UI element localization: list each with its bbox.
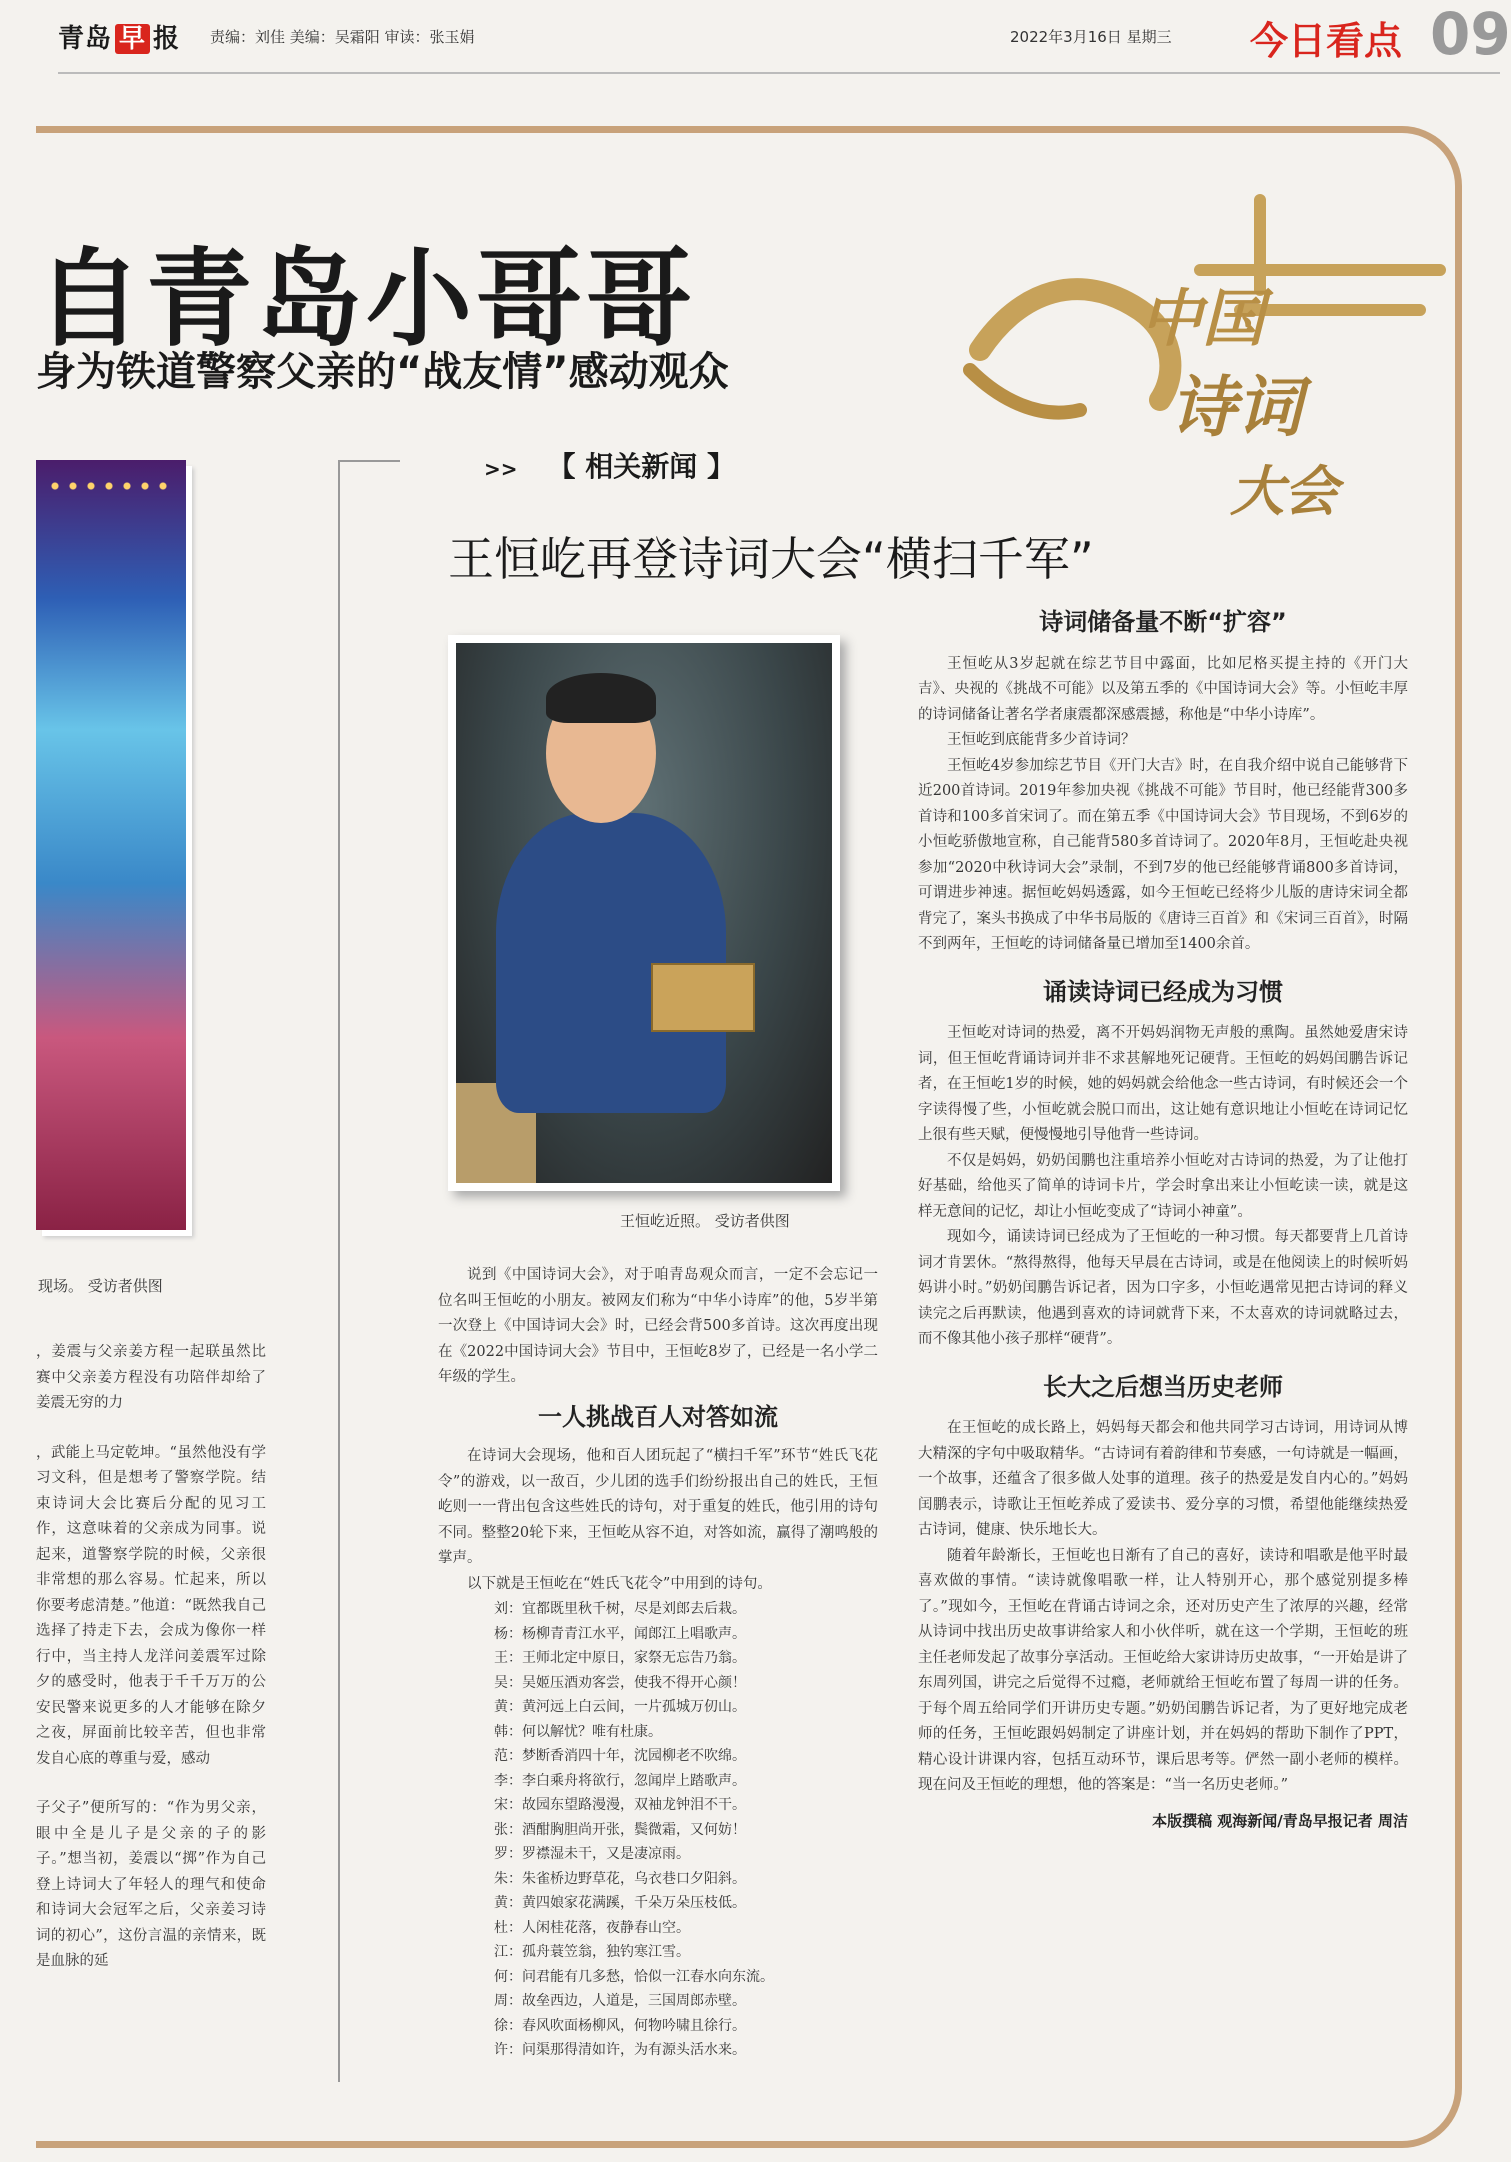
poem-line: 徐：春风吹面杨柳风，何物吟啸且徐行。 <box>494 2017 746 2034</box>
publication-date: 2022年3月16日 星期三 <box>1010 28 1172 46</box>
article-paragraph: 王恒屹4岁参加综艺节目《开门大吉》时，在自我介绍中说自己能够背下近200首诗词。2019年参加央视《挑战不可能》节目时，他已经能背300多首诗和100多首宋词了。而在第五季《中国诗词大会》节目现场，不到6岁的小恒屹骄傲地宣称，自己能背580多首诗词了。2020年8月，王恒屹赴央视参加“2020中秋诗词大会”录制，不到7岁的他已经能够背诵800多首诗词，可谓进步神速。据恒屹妈妈透露，如今王恒屹已经将少儿版的唐诗宋词全都背完了，案头书换成了中华书局版的《唐诗三百首》和《宋词三百首》，时隔不到两年，王恒屹的诗词储备量已增加至1400余首。 <box>918 757 1408 952</box>
logo-text-line3: 大会 <box>1230 459 1338 523</box>
hair <box>546 673 656 723</box>
stage-photo <box>36 460 186 1230</box>
poem-line: 张：酒酣胸胆尚开张，鬓微霜，又何妨！ <box>494 1821 746 1838</box>
article-paragraph: 现如今，诵读诗词已经成为了王恒屹的一种习惯。每天都要背上几首诗词才肯罢休。“熬得熬得，他每天早晨在古诗词，或是在他阅读上的时候听妈妈讲小时。”奶奶闰鹏告诉记者，因为口字多，小恒屹遇常见把古诗词的释义读完之后再默读，他遇到喜欢的诗词就背下来，不太喜欢的诗词就略过去，而不像其他小孩子那样“硬背”。 <box>918 1229 1408 1347</box>
portrait-caption: 王恒屹近照。 受访者供图 <box>620 1212 790 1230</box>
related-news-bracket <box>338 460 400 2082</box>
intro-paragraph: 说到《中国诗词大会》，对于咱青岛观众而言，一定不会忘记一位名叫王恒屹的小朋友。被网友们称为“中华小诗库”的他，5岁半第一次登上《中国诗词大会》时，已经会背500多首诗。这次再度出现在《2022中国诗词大会》节目中，王恒屹8岁了，已经是一名小学二年级的学生。 <box>438 1267 878 1385</box>
paper-logo: 青岛 早 报 <box>58 24 181 54</box>
left-paragraph: 子父子”便所写的：“作为男父亲，眼中全是儿子是父亲的子的影子。”想当初，姜震以“掷”作为自己登上诗词大了年轻人的理气和使命和诗词大会冠军之后，父亲姜习诗词的初心”，这份言温的亲情来，既是血脉的延 <box>36 1800 266 1969</box>
headline: 自青岛小哥哥 <box>36 238 696 361</box>
article-paragraph: 王恒屹到底能背多少首诗词？ <box>947 732 1136 748</box>
stage-lights <box>46 480 176 492</box>
related-arrow-icon: >> <box>484 457 518 481</box>
poem-line: 杜：人闲桂花落，夜静春山空。 <box>494 1919 690 1936</box>
poem-line: 王：王师北定中原日，家祭无忘告乃翁。 <box>494 1650 746 1666</box>
article-paragraph: 在王恒屹的成长路上，妈妈每天都会和他共同学习古诗词，用诗词从博大精深的字句中吸取精华。“古诗词有着韵律和节奏感，一句诗就是一幅画，一个故事，还蕴含了很多做人处事的道理。孩子的热爱是发自内心的。”妈妈闰鹏表示，诗歌让王恒屹养成了爱读书、爱分享的习惯，希望他能继续热爱古诗词，健康、快乐地长大。 <box>918 1420 1408 1538</box>
article-paragraph: 随着年龄渐长，王恒屹也日渐有了自己的喜好，读诗和唱歌是他平时最喜欢做的事情。“读诗就像唱歌一样，让人特别开心，那个感觉别提多棒了。”现如今，王恒屹在背诵古诗词之余，还对历史产生了浓厚的兴趣，经常从诗词中找出历史故事讲给家人和小伙伴听，就在这一个学期，王恒屹的班主任老师发起了故事分享活动。王恒屹给大家讲诗历史故事，“一开始是讲了东周列国，讲完之后觉得不过瘾，老师就给王恒屹布置了每周一讲的任务。于每个周五给同学们开讲历史专题。”奶奶闰鹏告诉记者，为了更好地完成老师的任务，王恒屹跟妈妈制定了讲座计划，并在妈妈的帮助下制作了PPT，精心设计讲课内容，包括互动环节，课后思考等。俨然一副小老师的模样。现在问及王恒屹的理想，他的答案是：“当一名历史老师。” <box>918 1547 1408 1793</box>
left-paragraph: ，姜震与父亲姜方程一起联虽然比赛中父亲姜方程没有功陪伴却给了姜震无穷的力 <box>36 1344 266 1411</box>
masthead-divider <box>58 72 1500 74</box>
section-title: 今日看点 <box>1250 19 1403 63</box>
poem-line: 何：问君能有几多愁，恰似一江春水向东流。 <box>494 1968 774 1985</box>
section-subtitle: 诵读诗词已经成为习惯 <box>1043 977 1283 1006</box>
poem-line: 刘：宜都既里秋千树，尽是刘郎去后栽。 <box>494 1601 746 1617</box>
subheadline: 身为铁道警察父亲的“战友情”感动观众 <box>36 349 729 395</box>
article-paragraph: 以下就是王恒屹在“姓氏飞花令”中用到的诗句。 <box>467 1575 772 1592</box>
left-article-column <box>36 1340 266 2070</box>
poem-line: 宋：故园东望路漫漫，双袖龙钟泪不干。 <box>494 1797 746 1813</box>
poem-line: 许：问渠那得清如许，为有源头活水来。 <box>494 2042 746 2058</box>
poem-line: 韩：何以解忧？唯有杜康。 <box>494 1723 662 1740</box>
poem-line: 杨：杨柳青青江水平，闻郎江上唱歌声。 <box>494 1625 746 1642</box>
poem-line: 黄：黄河远上白云间，一片孤城万仞山。 <box>494 1699 746 1715</box>
article-paragraph: 不仅是妈妈，奶奶闰鹏也注重培养小恒屹对古诗词的热爱，为了让他打好基础，给他买了简单的诗词卡片，学会时拿出来让小恒屹读一读，就是这样无意间的记忆，却让小恒屹变成了“诗词小神童”。 <box>918 1152 1408 1220</box>
story-title: 王恒屹再登诗词大会“横扫千军” <box>448 532 1094 586</box>
left-paragraph: ，武能上马定乾坤。“虽然他没有学习文科，但是想考了警察学院。结束诗词大会比赛后分配的见习工作，这意味着的父亲成为同事。说起来，道警察学院的时候，父亲很非常想的那么容易。忙起来，所以你要考虑清楚。”他道：“既然我自己选择了持走下去，会成为像你一样行中，当主持人龙洋问姜震军过除夕的感受时，他表于千千万万的公安民警来说更多的人才能够在除夕之夜，屏面前比较辛苦，但也非常发自心底的尊重与爱，感动 <box>36 1444 266 1767</box>
logo-text-line2: 诗词 <box>1170 368 1302 446</box>
poem-line: 江：孤舟蓑笠翁，独钓寒江雪。 <box>494 1944 690 1960</box>
book <box>651 963 755 1032</box>
poem-line: 罗：罗襟湿未干，又是凄凉雨。 <box>494 1846 690 1862</box>
logo-text-line1: 中国 <box>1140 282 1265 355</box>
article-paragraph: 王恒屹对诗词的热爱，离不开妈妈润物无声般的熏陶。虽然她爱唐宋诗词，但王恒屹背诵诗词并非不求甚解地死记硬背。王恒屹的妈妈闰鹏告诉记者，在王恒屹1岁的时候，她的妈妈就会给他念一些古诗词，有时候还会一个字读得慢了些，小恒屹就会脱口而出，这让她有意识地让小恒屹在诗词记忆上很有些天赋，便慢慢地引导他背一些诗词。 <box>918 1025 1408 1143</box>
section-subtitle: 诗词储备量不断“扩容” <box>1039 608 1287 636</box>
section-subtitle: 一人挑战百人对答如流 <box>538 1402 778 1431</box>
poem-line: 黄：黄四娘家花满蹊，千朵万朵压枝低。 <box>494 1895 746 1911</box>
poem-line: 朱：朱雀桥边野草花，乌衣巷口夕阳斜。 <box>494 1870 746 1887</box>
middle-article-column <box>438 1263 878 2063</box>
boy-portrait-photo <box>448 635 840 1191</box>
page-number: 09 <box>1430 0 1511 68</box>
editor-credits: 责编：刘佳 美编：吴霜阳 审读：张玉娟 <box>210 28 475 46</box>
poem-line: 周：故垒西边，人道是，三国周郎赤壁。 <box>494 1993 746 2009</box>
article-paragraph: 在诗词大会现场，他和百人团玩起了“横扫千军”环节“姓氏飞花令”的游戏，以一敌百，少儿团的选手们纷纷报出自己的姓氏，王恒屹则一一背出包含这些姓氏的诗句，对于重复的姓氏，他引用的诗句不同。整整20轮下来，王恒屹从容不迫，对答如流，赢得了潮鸣般的掌声。 <box>438 1448 878 1566</box>
poem-list <box>438 1597 878 2063</box>
article-paragraph: 王恒屹从3岁起就在综艺节目中露面，比如尼格买提主持的《开门大吉》、央视的《挑战不可能》以及第五季的《中国诗词大会》等。小恒屹丰厚的诗词储备让著名学者康震都深感震撼，称他是“中华小诗库”。 <box>918 655 1408 723</box>
masthead <box>0 0 1511 80</box>
right-article-column <box>918 610 1408 1834</box>
section-subtitle: 长大之后想当历史老师 <box>1043 1372 1283 1401</box>
poem-line: 吴：吴姬压酒劝客尝，使我不得开心颜！ <box>494 1674 746 1691</box>
poetry-conference-logo <box>960 170 1460 550</box>
poem-line: 范：梦断香消四十年，沈园柳老不吹绵。 <box>494 1748 746 1764</box>
stage-photo-caption: 现场。 受访者供图 <box>38 1277 163 1295</box>
byline: 本版撰稿 观海新闻/青岛早报记者 周洁 <box>1152 1811 1408 1830</box>
poem-line: 李：李白乘舟将欲行，忽闻岸上踏歌声。 <box>494 1772 746 1789</box>
related-news-label: >> 【 相关新闻 】 <box>484 450 736 483</box>
